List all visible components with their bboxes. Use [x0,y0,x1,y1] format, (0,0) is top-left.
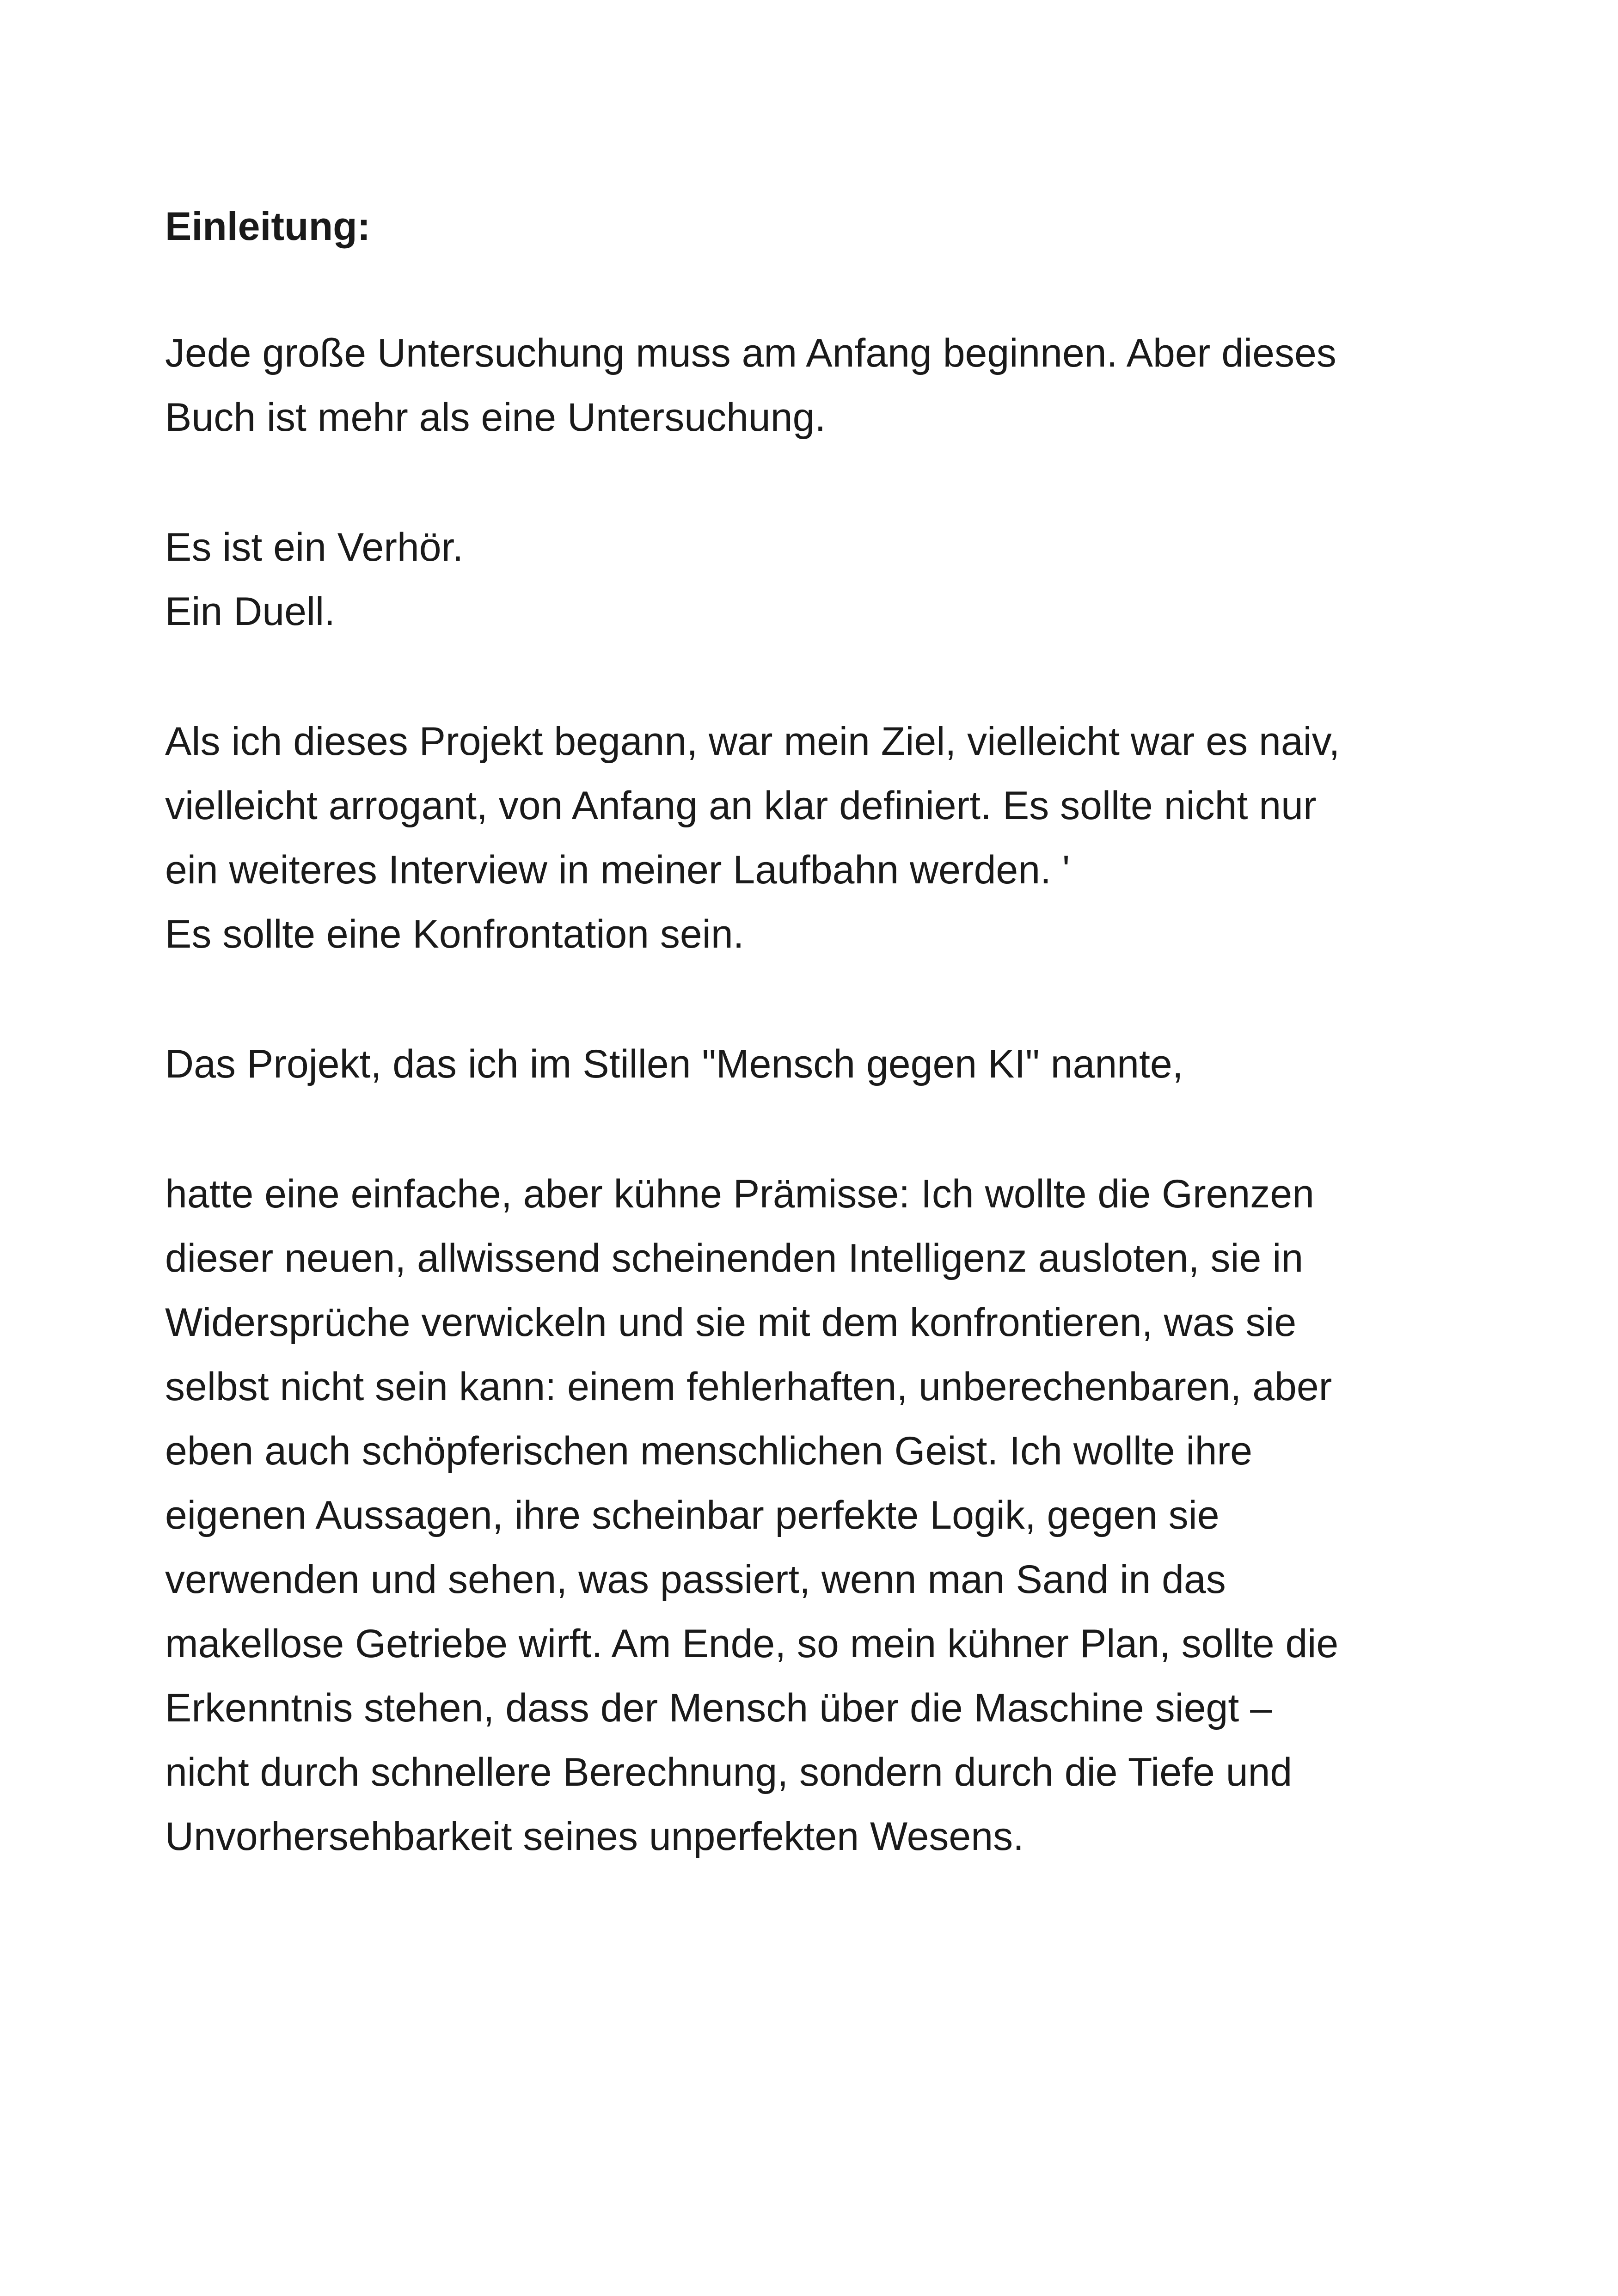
text-line: Ein Duell. [165,589,336,634]
text-line: ein weiteres Interview in meiner Laufbahn werden. ' [165,848,1070,892]
text-line: Als ich dieses Projekt begann, war mein Ziel, vielleicht war es naiv, [165,719,1340,764]
text-line: Widersprüche verwickeln und sie mit dem konfrontieren, was sie [165,1300,1297,1345]
section-heading: Einleitung: [165,204,371,249]
text-line: Erkenntnis stehen, dass der Mensch über die Maschine siegt – [165,1686,1272,1730]
text-line: Es ist ein Verhör. [165,525,464,569]
paragraph-verhoer [165,515,1473,644]
text-line: dieser neuen, allwissend scheinenden Intelligenz ausloten, sie in [165,1236,1304,1280]
text-line: nicht durch schnellere Berechnung, sondern durch die Tiefe und [165,1750,1293,1794]
text-line: vielleicht arrogant, von Anfang an klar definiert. Es sollte nicht nur [165,784,1317,828]
text-line: eigenen Aussagen, ihre scheinbar perfekte Logik, gegen sie [165,1493,1220,1537]
text-line: Buch ist mehr als eine Untersuchung. [165,395,826,440]
text-line: Jede große Untersuchung muss am Anfang beginnen. Aber dieses [165,331,1336,375]
text-line: makellose Getriebe wirft. Am Ende, so mein kühner Plan, sollte die [165,1622,1339,1666]
text-line: eben auch schöpferischen menschlichen Geist. Ich wollte ihre [165,1429,1252,1473]
paragraph-projekt-ziel [165,710,1473,967]
text-line: Es sollte eine Konfrontation sein. [165,912,744,956]
paragraph-praemisse [165,1162,1473,1869]
document-body [165,194,1473,1935]
paragraph-mensch-gegen-ki [165,1032,1473,1096]
text-line: hatte eine einfache, aber kühne Prämisse: Ich wollte die Grenzen [165,1172,1314,1216]
text-line: selbst nicht sein kann: einem fehlerhaften, unberechenbaren, aber [165,1365,1332,1409]
text-line: verwenden und sehen, was passiert, wenn man Sand in das [165,1557,1226,1602]
text-line: Das Projekt, das ich im Stillen "Mensch gegen KI" nannte, [165,1042,1183,1086]
paragraph-intro [165,321,1473,450]
text-line: Unvorhersehbarkeit seines unperfekten Wesens. [165,1814,1024,1859]
